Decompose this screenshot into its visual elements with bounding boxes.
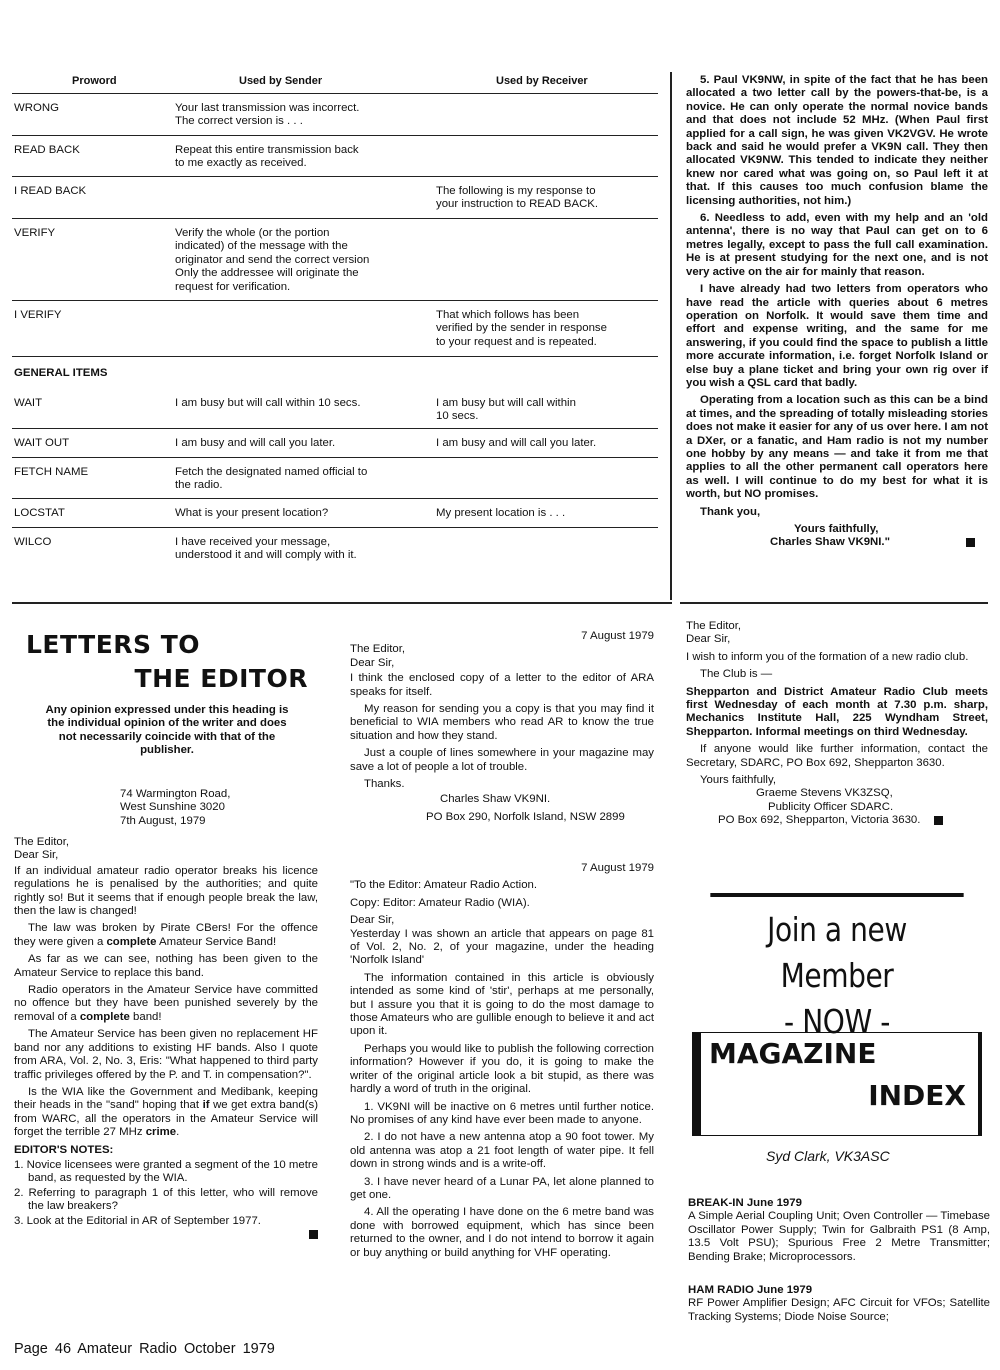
banner-title: MAGAZINE: [709, 1037, 877, 1070]
proword-cell: I READ BACK: [14, 185, 87, 197]
list-item: 1. VK9NI will be inactive on 6 metres until further notice. No promises of any kind have ever been made to anyone.: [350, 1100, 654, 1126]
address-line: 7th August, 1979: [120, 814, 206, 827]
paragraph: If anyone would like further information, contact the Secretary, SDARC, PO Box 692, Shepparton 3630.: [686, 743, 988, 769]
letter-body: [14, 836, 318, 1242]
club-details: Shepparton and District Amateur Radio Club meets first Wednesday of each month at 7.30 p.m. sharp, Mechanics Institute Hall, 225 Wyndham Street, Shepparton. Informal meetings on third Wednesday.: [686, 685, 988, 738]
letter-continuation: [686, 74, 988, 550]
paragraph: Operating from a location such as this can be a bind at times, and the spreading of totally misleading stories does not make it easier for any of us over here. I am not a DXer, or a fanatic, and Ham radio is not my number one hobby by any means — and take it from me that applies to all the other permanent call operators here as well. I will continue to do my best for what it is worth, but NO promises.: [686, 394, 988, 501]
signature-title: Publicity Officer SDARC.: [768, 800, 894, 813]
paragraph: I think the enclosed copy of a letter to the editor of ARA speaks for itself.: [350, 672, 654, 698]
note-item: 2. Referring to paragraph 1 of this letter, who will remove the law breakers?: [14, 1186, 318, 1213]
address-line: 74 Warmington Road,: [120, 788, 231, 800]
paragraph: The information contained in this article is obviously intended as some kind of 'stir', perhaps at me personally, but I assure you that it is going to do the most damage to those Amateurs who are gullible enough to believe it and act upon it.: [350, 971, 654, 1038]
heading-line: THE EDITOR: [134, 664, 308, 693]
letter-body: [350, 630, 654, 828]
letter-body: [686, 620, 988, 828]
header-sender: Used by Sender: [239, 75, 323, 87]
sender-cell: I am busy and will call you later.: [175, 437, 336, 449]
text-run: we get extra band(s) from WARC, all the operators in the Amateur Service will forget the terrible 27 MHz: [14, 1099, 318, 1139]
section-label: GENERAL ITEMS: [14, 367, 108, 379]
heading-line: LETTERS TO: [26, 630, 201, 659]
signature: Graeme Stevens VK3ZSQ,: [756, 787, 893, 800]
receiver-cell: I am busy and will call you later.: [436, 437, 597, 449]
address-line: PO Box 290, Norfolk Island, NSW 2899: [426, 810, 625, 823]
note-item: 3. Look at the Editorial in AR of September 1977.: [14, 1214, 261, 1227]
end-mark: [309, 1230, 318, 1239]
list-item: 4. All the operating I have done on the 6 metre band was done with borrowed equipment, which has since been returned to the owner, and I do not intend to borrow it again or buy anything or build anything for VHF operating.: [350, 1206, 654, 1259]
join-promo: [710, 893, 963, 1041]
paragraph: 6. Needless to add, even with my help and an 'old antenna', there is no way that Paul can get on to 6 metres legally, except to pass the full call examination. He is at present studying for the next one, and is not very active on the air for mainly that reason.: [686, 212, 988, 278]
text-run: .: [176, 1126, 180, 1139]
paragraph: As far as we can see, nothing has been given to the Amateur Service to replace this band.: [14, 953, 318, 979]
proword-cell: I VERIFY: [14, 309, 62, 321]
text-run: The law was broken by Pirate CBers! For the offence they were given a: [14, 922, 318, 948]
proword-cell: WAIT: [14, 397, 43, 409]
table-row: [12, 528, 658, 572]
proword-cell: FETCH NAME: [14, 466, 89, 478]
table-row: [12, 389, 658, 429]
disclaimer: Any opinion expressed under this heading is the individual opinion of the writer and does not necessarily coincide with that of the publisher.: [45, 704, 289, 757]
letter-date: 7 August 1979: [581, 862, 654, 874]
table-row: [12, 458, 658, 499]
header-receiver: Used by Receiver: [496, 75, 588, 87]
end-mark: [934, 816, 943, 825]
proword-cell: LOCSTAT: [14, 507, 65, 519]
address-text: PO Box 692, Shepparton, Victoria 3630.: [718, 814, 921, 827]
end-mark: [966, 538, 975, 547]
emphasis: crime: [145, 1126, 177, 1139]
proword-cell: READ BACK: [14, 144, 80, 156]
sender-cell: I am busy but will call within 10 secs.: [175, 397, 361, 409]
paragraph: If an individual amateur radio operator breaks his licence regulations he is penalised by the authorities; and quite rightly so! But it seems that if enough people break the law, then the law is changed!: [14, 864, 318, 918]
sender-cell: Your last transmission was incorrect. The correct version is . . .: [175, 102, 360, 128]
table-row: [12, 301, 658, 357]
column-rule: [670, 72, 672, 600]
proword-cell: WRONG: [14, 102, 59, 114]
banner-title: INDEX: [868, 1079, 966, 1112]
section-rule: [12, 602, 672, 604]
emphasis: complete: [106, 935, 157, 948]
table-row: [12, 136, 658, 177]
salutation-line: Dear Sir,: [14, 849, 59, 862]
sender-cell: Fetch the designated named official to the radio.: [175, 466, 368, 492]
text-run: band!: [129, 1010, 162, 1023]
proword-table: [12, 72, 658, 572]
salutation-line: Dear Sir,: [350, 914, 395, 927]
paragraph: 5. Paul VK9NW, in spite of the fact that he has been allocated a two letter call by the powers-that-be, is a novice. He can only operate the normal novice bands and that does not include 52 MHz. (When Paul first applied for a call sign, he was given VK2VGV. He wrote back and said he would prefer a VK9N call. They then allocated VK9NW. This tended to indicate they neither knew nor cared what was going on, so Paul left it at that. If this causes too much confusion blame the licensing authorities, not him.): [686, 74, 988, 207]
paragraph: [14, 1086, 318, 1140]
list-item: 3. I have never heard of a Lunar PA, let alone planned to get one.: [350, 1175, 654, 1201]
magazine-index-banner: [692, 1032, 982, 1136]
salutation-line: The Editor,: [686, 620, 742, 632]
text-run: Radio operators in the Amateur Service have committed no offence but they have been punished severely by the removal of a: [14, 984, 318, 1023]
sender-address: [120, 788, 318, 828]
closing-thanks: Thank you,: [700, 505, 761, 518]
table-row: [12, 499, 658, 528]
table-row: [12, 94, 658, 136]
table-row: [12, 219, 658, 301]
salutation-line: The Editor,: [350, 643, 406, 656]
paragraph: My reason for sending you a copy is that you may find it beneficial to WIA members who read AR to know the true situation and how they stand.: [350, 703, 654, 742]
closing-thanks: Thanks.: [364, 778, 405, 791]
letter-date: 7 August 1979: [581, 630, 654, 642]
index-entry-title: BREAK-IN June 1979: [688, 1197, 802, 1209]
paragraph: The Club is —: [700, 668, 773, 681]
paragraph: Yesterday I was shown an article that appears on page 81 of Vol. 2, No. 2, of your magazine, under the heading 'Norfolk Island': [350, 927, 654, 967]
index-entry-title: HAM RADIO June 1979: [688, 1284, 813, 1296]
sender-cell: I have received your message, understood it and will comply with it.: [175, 536, 357, 562]
page-footer: Page 46 Amateur Radio October 1979: [14, 1341, 275, 1357]
promo-line: - NOW -: [784, 1002, 890, 1041]
paragraph: The Amateur Service has been given no replacement HF band nor any additions to existing HF bands. Also I quote from ARA, Vol. 2, No. 3, Eris: "What happened to third party traffic privileges offered by the P. and T. in compensation?".: [14, 1028, 318, 1081]
paragraph: I have already had two letters from operators who have read the article with queries about 6 metres operation on Norfolk. It would save them time and effort and expense writing, and the same for me answering, if you could find the space to publish a little more accurate information, i.e. forget Norfolk Island or else buy a plane ticket and bring your own rig over if you wish a QSL card that badly.: [686, 283, 988, 389]
notes-title: EDITOR'S NOTES:: [14, 1143, 114, 1156]
salutation-line: Dear Sir,: [686, 633, 731, 646]
receiver-cell: I am busy but will call within 10 secs.: [436, 397, 576, 423]
letter-body: [350, 862, 654, 1264]
paragraph: [14, 922, 318, 949]
text-run: Is the WIA like the Government and Medibank, keeping their heads in the "sand" hoping that: [14, 1085, 318, 1112]
address-line: [718, 814, 988, 827]
promo-line: Join a new Member: [767, 910, 907, 995]
proword-cell: WAIT OUT: [14, 437, 70, 449]
note-item: 1. Novice licensees were granted a segment of the 10 metre band, as requested by the WIA.: [14, 1158, 318, 1185]
receiver-cell: My present location is . . .: [436, 507, 566, 519]
signature: Charles Shaw VK9NI.: [440, 793, 551, 806]
salutation-line: Dear Sir,: [350, 656, 395, 669]
salutation-line: The Editor,: [14, 836, 70, 848]
closing-yours: Yours faithfully,: [700, 774, 776, 787]
end-mark-row: [14, 1229, 318, 1242]
letter-head-line: "To the Editor: Amateur Radio Action.: [350, 879, 538, 892]
header-proword: Proword: [72, 75, 117, 87]
table-row: [12, 429, 658, 458]
paragraph: I wish to inform you of the formation of a new radio club.: [686, 650, 969, 663]
index-author: Syd Clark, VK3ASC: [766, 1148, 890, 1164]
emphasis: if: [202, 1099, 210, 1112]
paragraph: Just a couple of lines somewhere in your magazine may save a lot of people a lot of trouble.: [350, 747, 654, 773]
index-entry: [688, 1284, 990, 1324]
section-heading: [20, 628, 310, 696]
emphasis: complete: [79, 1010, 130, 1023]
address-line: West Sunshine 3020: [120, 801, 225, 814]
list-item: 2. I do not have a new antenna atop a 90 foot tower. My old antenna was atop a 21 foot length of water pipe. It fell down in strong winds and is a write-off.: [350, 1131, 654, 1171]
signature: [770, 536, 988, 549]
closing-yours: Yours faithfully,: [794, 523, 879, 535]
table-row: [12, 177, 658, 219]
table-header: [12, 72, 658, 94]
table-section-row: [12, 357, 658, 389]
sender-cell: What is your present location?: [175, 507, 329, 519]
proword-cell: WILCO: [14, 536, 52, 548]
receiver-cell: The following is my response to your instruction to READ BACK.: [436, 185, 599, 211]
text-run: Amateur Service Band!: [156, 935, 277, 948]
letter-head-line: Copy: Editor: Amateur Radio (WIA).: [350, 896, 530, 909]
sender-cell: Verify the whole (or the portion indicated) of the message with the originator and send the correct version Only the addressee will originate the request for verification.: [175, 227, 370, 293]
index-entry: [688, 1197, 990, 1264]
index-entry-body: A Simple Aerial Coupling Unit; Oven Controller — Timebase Oscillator Power Supply; Twin for Galbraith PS1 (8 Amp, 13.5 Volt PSU); Spurious Free 2 Metre Transmitter; Bending Brake; Microprocessors.: [688, 1210, 990, 1263]
section-rule: [680, 602, 988, 604]
index-entry-body: RF Power Amplifier Design; AFC Circuit for VFOs; Satellite Tracking Systems; Diode Noise Source;: [688, 1297, 990, 1323]
receiver-cell: That which follows has been verified by the sender in response to your request and is repeated.: [436, 309, 607, 348]
sender-cell: Repeat this entire transmission back to me exactly as received.: [175, 144, 359, 170]
signature-text: Charles Shaw VK9NI.": [770, 536, 890, 549]
paragraph: [14, 984, 318, 1024]
paragraph: Perhaps you would like to publish the following correction information? However if you do, it is going to make the writer of the original article look a bit stupid, as there was hardly a word of truth in the original.: [350, 1042, 654, 1096]
proword-cell: VERIFY: [14, 227, 56, 239]
